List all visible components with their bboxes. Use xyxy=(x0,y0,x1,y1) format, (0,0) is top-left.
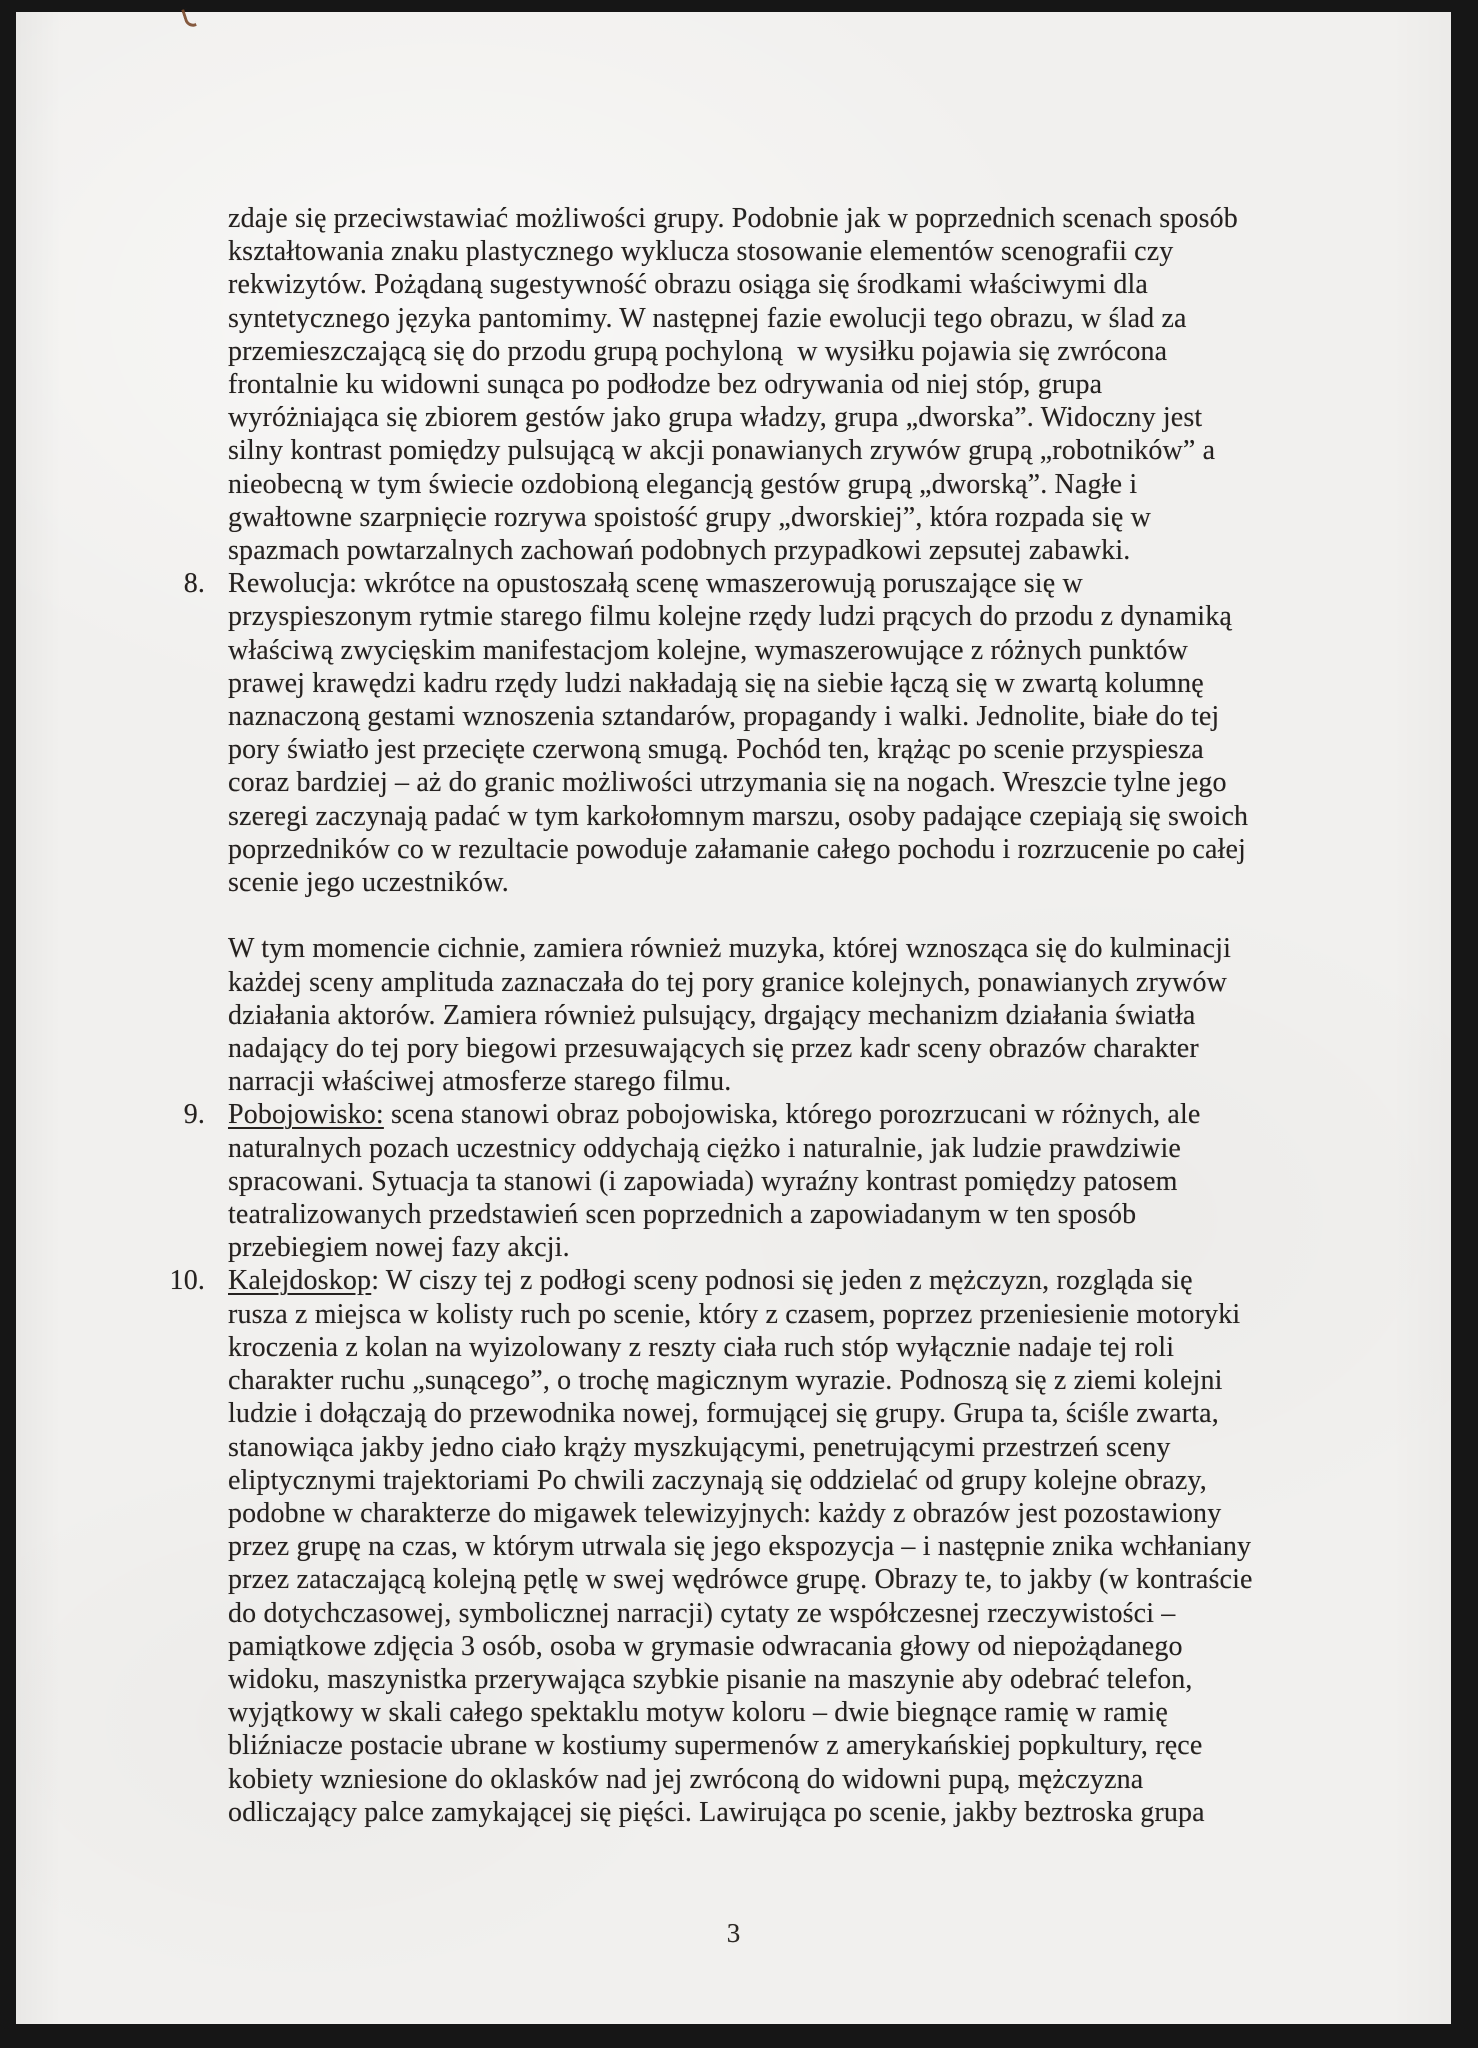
text-line: właściwą zwycięskim manifestacjom kolejne, wymaszerowujące z różnych punktów xyxy=(228,634,1188,666)
text-line: do dotychczasowej, symbolicznej narracji) cytaty ze współczesnej rzeczywistości – xyxy=(228,1597,1176,1629)
text-line: W tym momencie cichnie, zamiera również muzyka, której wznosząca się do kulminacji xyxy=(228,933,1232,965)
text-line: syntetycznego języka pantomimy. W następnej fazie ewolucji tego obrazu, w ślad za xyxy=(228,302,1187,334)
text-line: stanowiąca jakby jedno ciało krąży myszkującymi, penetrującymi przestrzeń sceny xyxy=(228,1431,1171,1463)
text-line: frontalnie ku widowni sunąca po podłodze bez odrywania od niej stóp, grupa xyxy=(228,369,1103,401)
text-line: spazmach powtarzalnych zachowań podobnych przypadkowi zepsutej zabawki. xyxy=(228,535,1131,567)
text-line: silny kontrast pomiędzy pulsującą w akcji ponawianych zrywów grupą „robotników” a xyxy=(228,435,1216,467)
list-number: 10. xyxy=(169,1265,205,1297)
text-line: poprzedników co w rezultacie powoduje załamanie całego pochodu i rozrzucenie po całej xyxy=(228,833,1246,865)
text-line: widoku, maszynistka przerywająca szybkie pisanie na maszynie aby odebrać telefon, xyxy=(228,1663,1193,1695)
text-line: przemieszczającą się do przodu grupą pochyloną w wysiłku pojawia się zwrócona xyxy=(228,335,1168,367)
text-line: bliźniacze postacie ubrane w kostiumy supermenów z amerykańskiej popkultury, ręce xyxy=(228,1730,1203,1762)
text-line: każdej sceny amplituda zaznaczała do tej pory granice kolejnych, ponawianych zrywów xyxy=(228,966,1228,998)
text-line xyxy=(228,1098,1348,1131)
text-line: przyspieszonym rytmie starego filmu kolejne rzędy ludzi prących do przodu z dynamiką xyxy=(228,601,1232,633)
item-title: Pobojowisko: xyxy=(228,1099,384,1131)
text-line: przez zataczającą kolejną pętlę w swej wędrówce grupę. Obrazy te, to jakby (w kontraście xyxy=(228,1564,1253,1596)
list-number: 9. xyxy=(183,1099,205,1131)
text-line: ludzie i dołączają do przewodnika nowej, formującej się grupy. Grupa ta, ściśle zwarta, xyxy=(228,1398,1219,1430)
text-body xyxy=(169,202,1348,1829)
text-line: zdaje się przeciwstawiać możliwości grupy. Podobnie jak w poprzednich scenach sposób xyxy=(228,203,1238,234)
text-line: teatralizowanych przedstawień scen poprzednich a zapowiadanym w ten sposób xyxy=(228,1199,1137,1231)
text-line: coraz bardziej – aż do granic możliwości utrzymania się na nogach. Wreszcie tylne jego xyxy=(228,767,1227,799)
text-line: naznaczoną gestami wznoszenia sztandarów, propagandy i walki. Jednolite, białe do tej xyxy=(228,701,1220,733)
list-number: 8. xyxy=(183,568,205,600)
ink-speck-mark xyxy=(181,7,197,29)
text-run: scena stanowi obraz pobojowiska, którego porozrzucani w różnych, ale xyxy=(383,1099,1201,1131)
text-line: szeregi zaczynają padać w tym karkołomnym marszu, osoby padające czepiają się swoich xyxy=(228,800,1249,832)
text-line: odliczający palce zamykającej się pięści. Lawirująca po scenie, jakby beztroska grupa xyxy=(228,1796,1205,1828)
text-line: nadający do tej pory biegowi przesuwających się przez kadr sceny obrazów charakter xyxy=(228,1033,1199,1065)
numbered-item xyxy=(183,1098,1348,1264)
text-line: wyjątkowy w skali całego spektaklu motyw koloru – dwie biegnące ramię w ramię xyxy=(228,1697,1168,1729)
text-run: : W ciszy tej z podłogi sceny podnosi się jeden z mężczyzn, rozgląda się xyxy=(371,1265,1193,1297)
text-line xyxy=(228,1264,1348,1297)
text-line: naturalnych pozach uczestnicy oddychają ciężko i naturalnie, jak ludzie prawdziwie xyxy=(228,1132,1181,1164)
text-line: eliptycznymi trajektoriami Po chwili zaczynają się oddzielać od grupy kolejne obrazy, xyxy=(228,1464,1207,1496)
text-line: wyróżniająca się zbiorem gestów jako grupa władzy, grupa „dworska”. Widoczny jest xyxy=(228,402,1203,434)
text-line: spracowani. Sytuacja ta stanowi (i zapowiada) wyraźny kontrast pomiędzy patosem xyxy=(228,1165,1178,1197)
text-line: podobne w charakterze do migawek telewizyjnych: każdy z obrazów jest pozostawiony xyxy=(228,1497,1222,1529)
text-line: kobiety wzniesione do oklasków nad jej zwróconą do widowni pupą, mężczyzna xyxy=(228,1763,1144,1795)
text-line: nieobecną w tym świecie ozdobioną elegancją gestów grupą „dworską”. Nagłe i xyxy=(228,468,1138,500)
paragraph xyxy=(228,202,1348,567)
numbered-item xyxy=(183,567,1348,899)
text-line: prawej krawędzi kadru rzędy ludzi nakładają się na siebie łączą się w zwartą kolumnę xyxy=(228,667,1204,699)
paragraph xyxy=(228,932,1348,1098)
text-line: pory światło jest przecięte czerwoną smugą. Pochód ten, krążąc po scenie przyspiesza xyxy=(228,734,1204,766)
text-line: narracji właściwej atmosferze starego filmu. xyxy=(228,1066,732,1098)
page-number: 3 xyxy=(726,1918,741,1948)
numbered-item xyxy=(169,1264,1348,1828)
text-line: kształtowania znaku plastycznego wyklucza stosowanie elementów scenografii czy xyxy=(228,236,1174,268)
text-line: scenie jego uczestników. xyxy=(228,867,509,899)
text-line: gwałtowne szarpnięcie rozrywa spoistość grupy „dworskiej”, która rozpada się w xyxy=(228,501,1151,533)
text-line: Rewolucja: wkrótce na opustoszałą scenę wmaszerowują poruszające się w xyxy=(228,568,1083,600)
text-line: przebiegiem nowej fazy akcji. xyxy=(228,1232,570,1264)
text-line: charakter ruchu „sunącego”, o trochę magicznym wyrazie. Podnoszą się z ziemi kolejni xyxy=(228,1365,1223,1397)
text-line: rusza z miejsca w kolisty ruch po scenie, który z czasem, poprzez przeniesienie motoryki xyxy=(228,1298,1241,1330)
text-line: przez grupę na czas, w którym utrwala się jego ekspozycja – i następnie znika wchłaniany xyxy=(228,1531,1252,1563)
item-title: Kalejdoskop xyxy=(228,1265,372,1297)
text-line: pamiątkowe zdjęcia 3 osób, osoba w grymasie odwracania głowy od niepożądanego xyxy=(228,1630,1183,1662)
text-line: działania aktorów. Zamiera również pulsujący, drgający mechanizm działania światła xyxy=(228,999,1196,1031)
text-line: kroczenia z kolan na wyizolowany z reszty ciała ruch stóp wyłącznie nadaje tej roli xyxy=(228,1331,1175,1363)
paper-sheet xyxy=(16,12,1451,2024)
text-line: rekwizytów. Pożądaną sugestywność obrazu osiąga się środkami właściwymi dla xyxy=(228,269,1148,301)
